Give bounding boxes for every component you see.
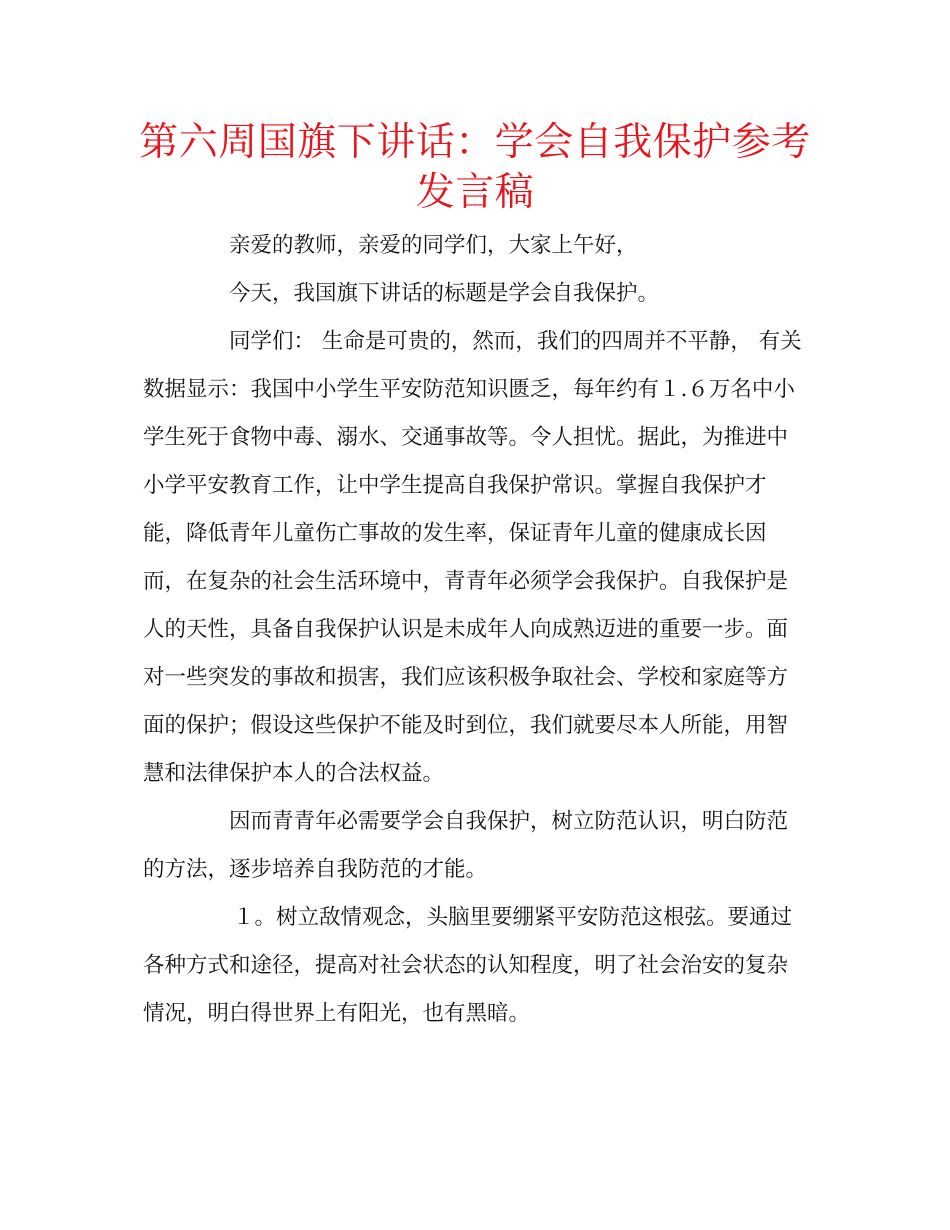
document-body xyxy=(143,222,805,1038)
paragraph-main: 同学们： 生命是可贵的，然而，我们的四周并不平静， 有关数据显示：我国中小学生平安防范知识匮乏，每年约有１.６万名中小学生死于食物中毒、溺水、交通事故等。令人担忧。据此，为推进中小学平安教育工作，让中学生提高自我保护常识。掌握自我保护才能，降低青年儿童伤亡事故的发生率，保证青年儿童的健康成长因而，在复杂的社会生活环境中，青青年必须学会我保护。自我保护是人的天性，具备自我保护认识是未成年人向成熟迈进的重要一步。面对一些突发的事故和损害，我们应该积极争取社会、学校和家庭等方面的保护；假设这些保护不能及时到位，我们就要尽本人所能，用智慧和法律保护本人的合法权益。 xyxy=(143,329,802,786)
paragraph-topic: 今天，我国旗下讲话的标题是学会自我保护。 xyxy=(229,281,660,306)
document-title: 第六周国旗下讲话：学会自我保护参考发言稿 xyxy=(139,120,811,215)
paragraph-conclusion: 因而青青年必需要学会自我保护，树立防范认识，明白防范的方法，逐步培养自我防范的才能。 xyxy=(143,809,789,882)
paragraph-point-1: １。树立敌情观念，头脑里要绷紧平安防范这根弦。要通过各种方式和途径，提高对社会状态的认知程度，明了社会治安的复杂情况，明白得世界上有阳光，也有黑暗。 xyxy=(143,905,793,1026)
paragraph-greeting: 亲爱的教师，亲爱的同学们，大家上午好， xyxy=(229,233,638,258)
